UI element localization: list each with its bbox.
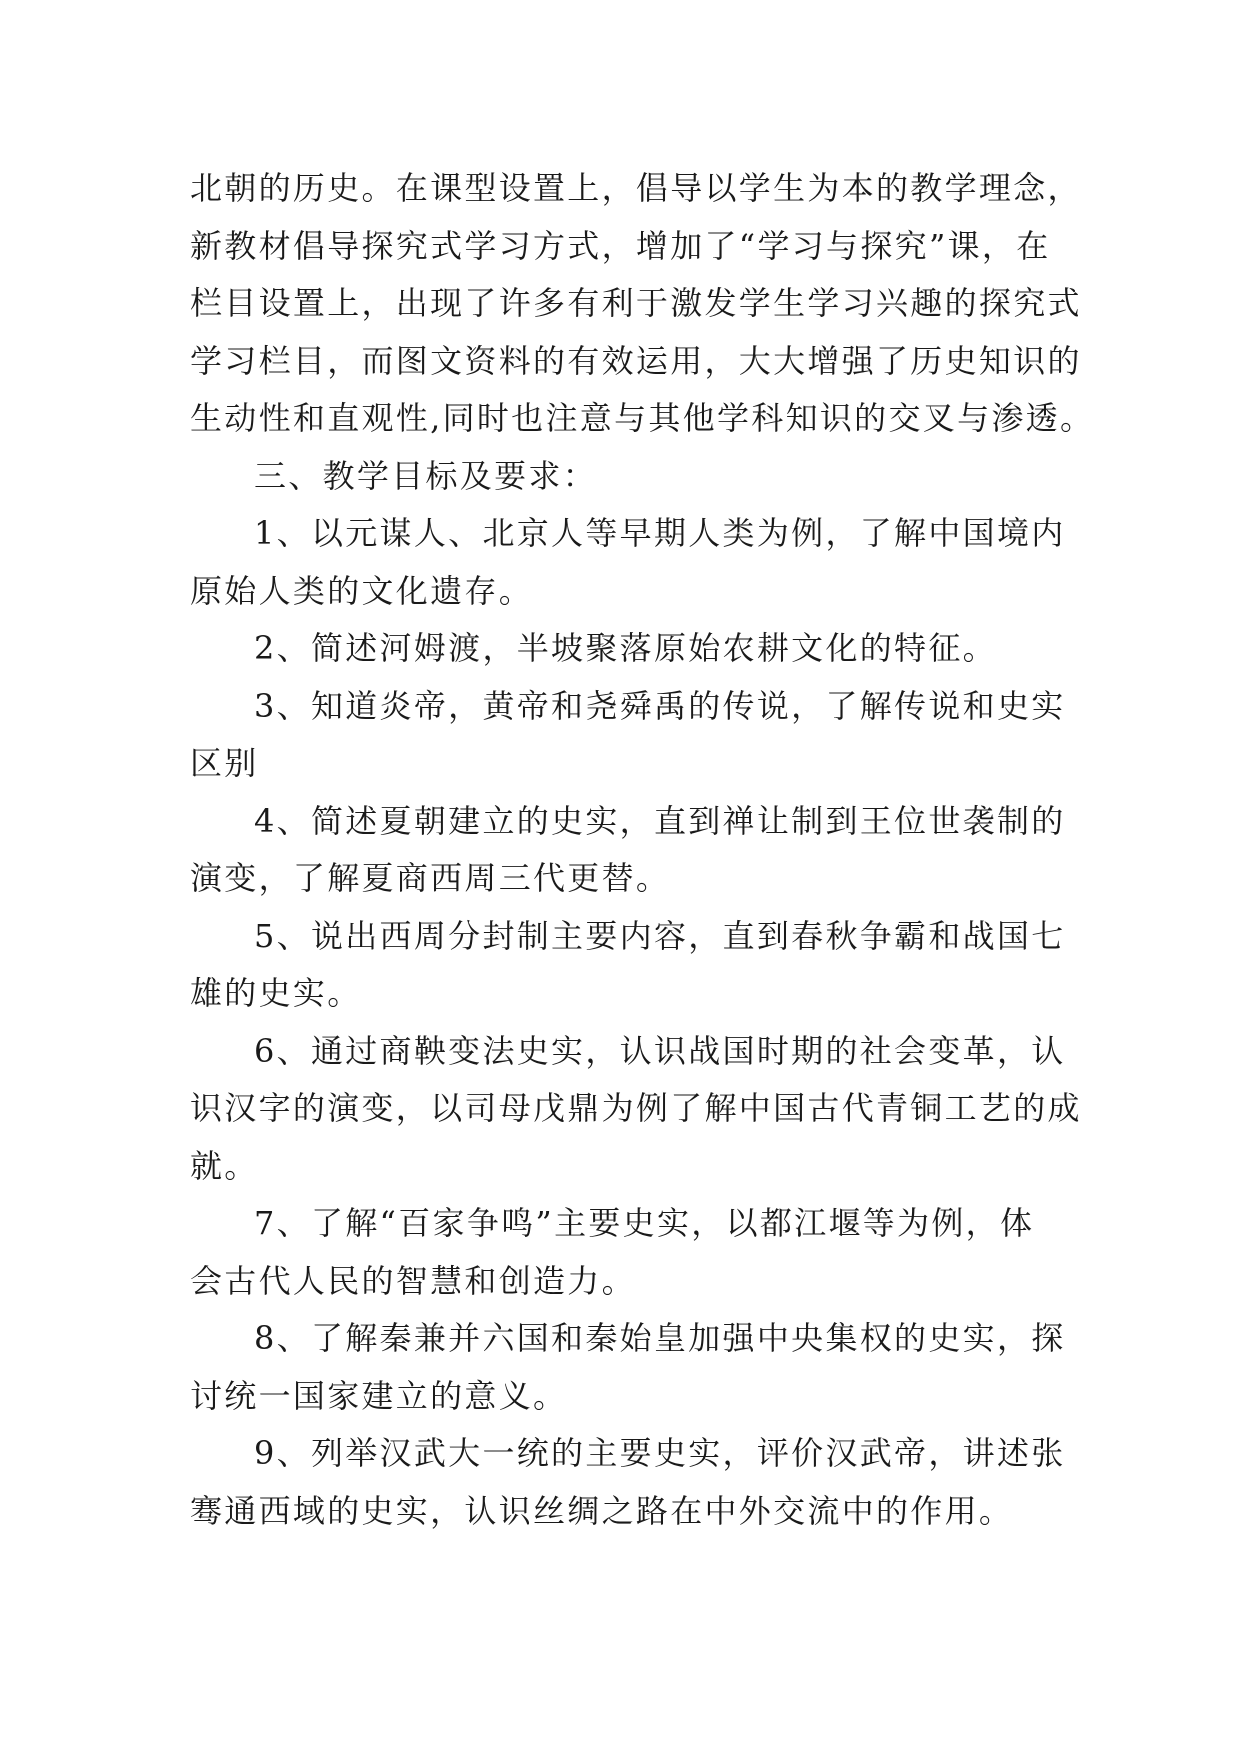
text-line: 雄的史实。 xyxy=(190,974,362,1012)
list-item-8: 8、了解秦兼并六国和秦始皇加强中央集权的史实，探 xyxy=(254,1319,1066,1357)
list-item-9: 9、列举汉武大一统的主要史实，评价汉武帝，讲述张 xyxy=(254,1434,1066,1472)
text-line: 演变，了解夏商西周三代更替。 xyxy=(190,859,671,897)
text-line: 原始人类的文化遗存。 xyxy=(190,571,534,610)
text-line: 会古代人民的智慧和创造力。 xyxy=(190,1261,636,1300)
text-line: 学习栏目，而图文资料的有效运用，大大增强了历史知识的 xyxy=(190,341,1082,380)
text-line: 就。 xyxy=(190,1146,259,1185)
text-line: 新教材倡导探究式学习方式，增加了“学习与探究”课，在 xyxy=(190,226,1051,265)
list-item-7: 7、了解“百家争鸣”主要史实，以都江堰等为例，体 xyxy=(254,1204,1035,1242)
text-line: 栏目设置上，出现了许多有利于激发学生学习兴趣的探究式 xyxy=(190,284,1082,322)
section-heading: 三、教学目标及要求： xyxy=(254,456,598,495)
list-item-6: 6、通过商鞅变法史实，认识战国时期的社会变革，认 xyxy=(254,1031,1066,1070)
list-item-4: 4、简述夏朝建立的史实，直到禅让制到王位世袭制的 xyxy=(254,801,1066,840)
text-line: 讨统一国家建立的意义。 xyxy=(190,1376,568,1415)
list-item-3: 3、知道炎帝，黄帝和尧舜禹的传说，了解传说和史实 xyxy=(254,686,1066,725)
list-item-2: 2、简述河姆渡，半坡聚落原始农耕文化的特征。 xyxy=(254,629,997,667)
text-line: 区别 xyxy=(190,744,259,782)
text-line: 骞通西域的史实，认识丝绸之路在中外交流中的作用。 xyxy=(190,1491,1014,1530)
list-item-5: 5、说出西周分封制主要内容，直到春秋争霸和战国七 xyxy=(254,916,1066,955)
text-line: 生动性和直观性,同时也注意与其他学科知识的交叉与渗透。 xyxy=(190,399,1095,437)
text-line: 北朝的历史。在课型设置上，倡导以学生为本的教学理念， xyxy=(190,169,1082,207)
document-body xyxy=(190,160,1095,1540)
text-line: 识汉字的演变，以司母戊鼎为例了解中国古代青铜工艺的成 xyxy=(190,1089,1082,1127)
list-item-1: 1、以元谋人、北京人等早期人类为例，了解中国境内 xyxy=(254,514,1066,552)
